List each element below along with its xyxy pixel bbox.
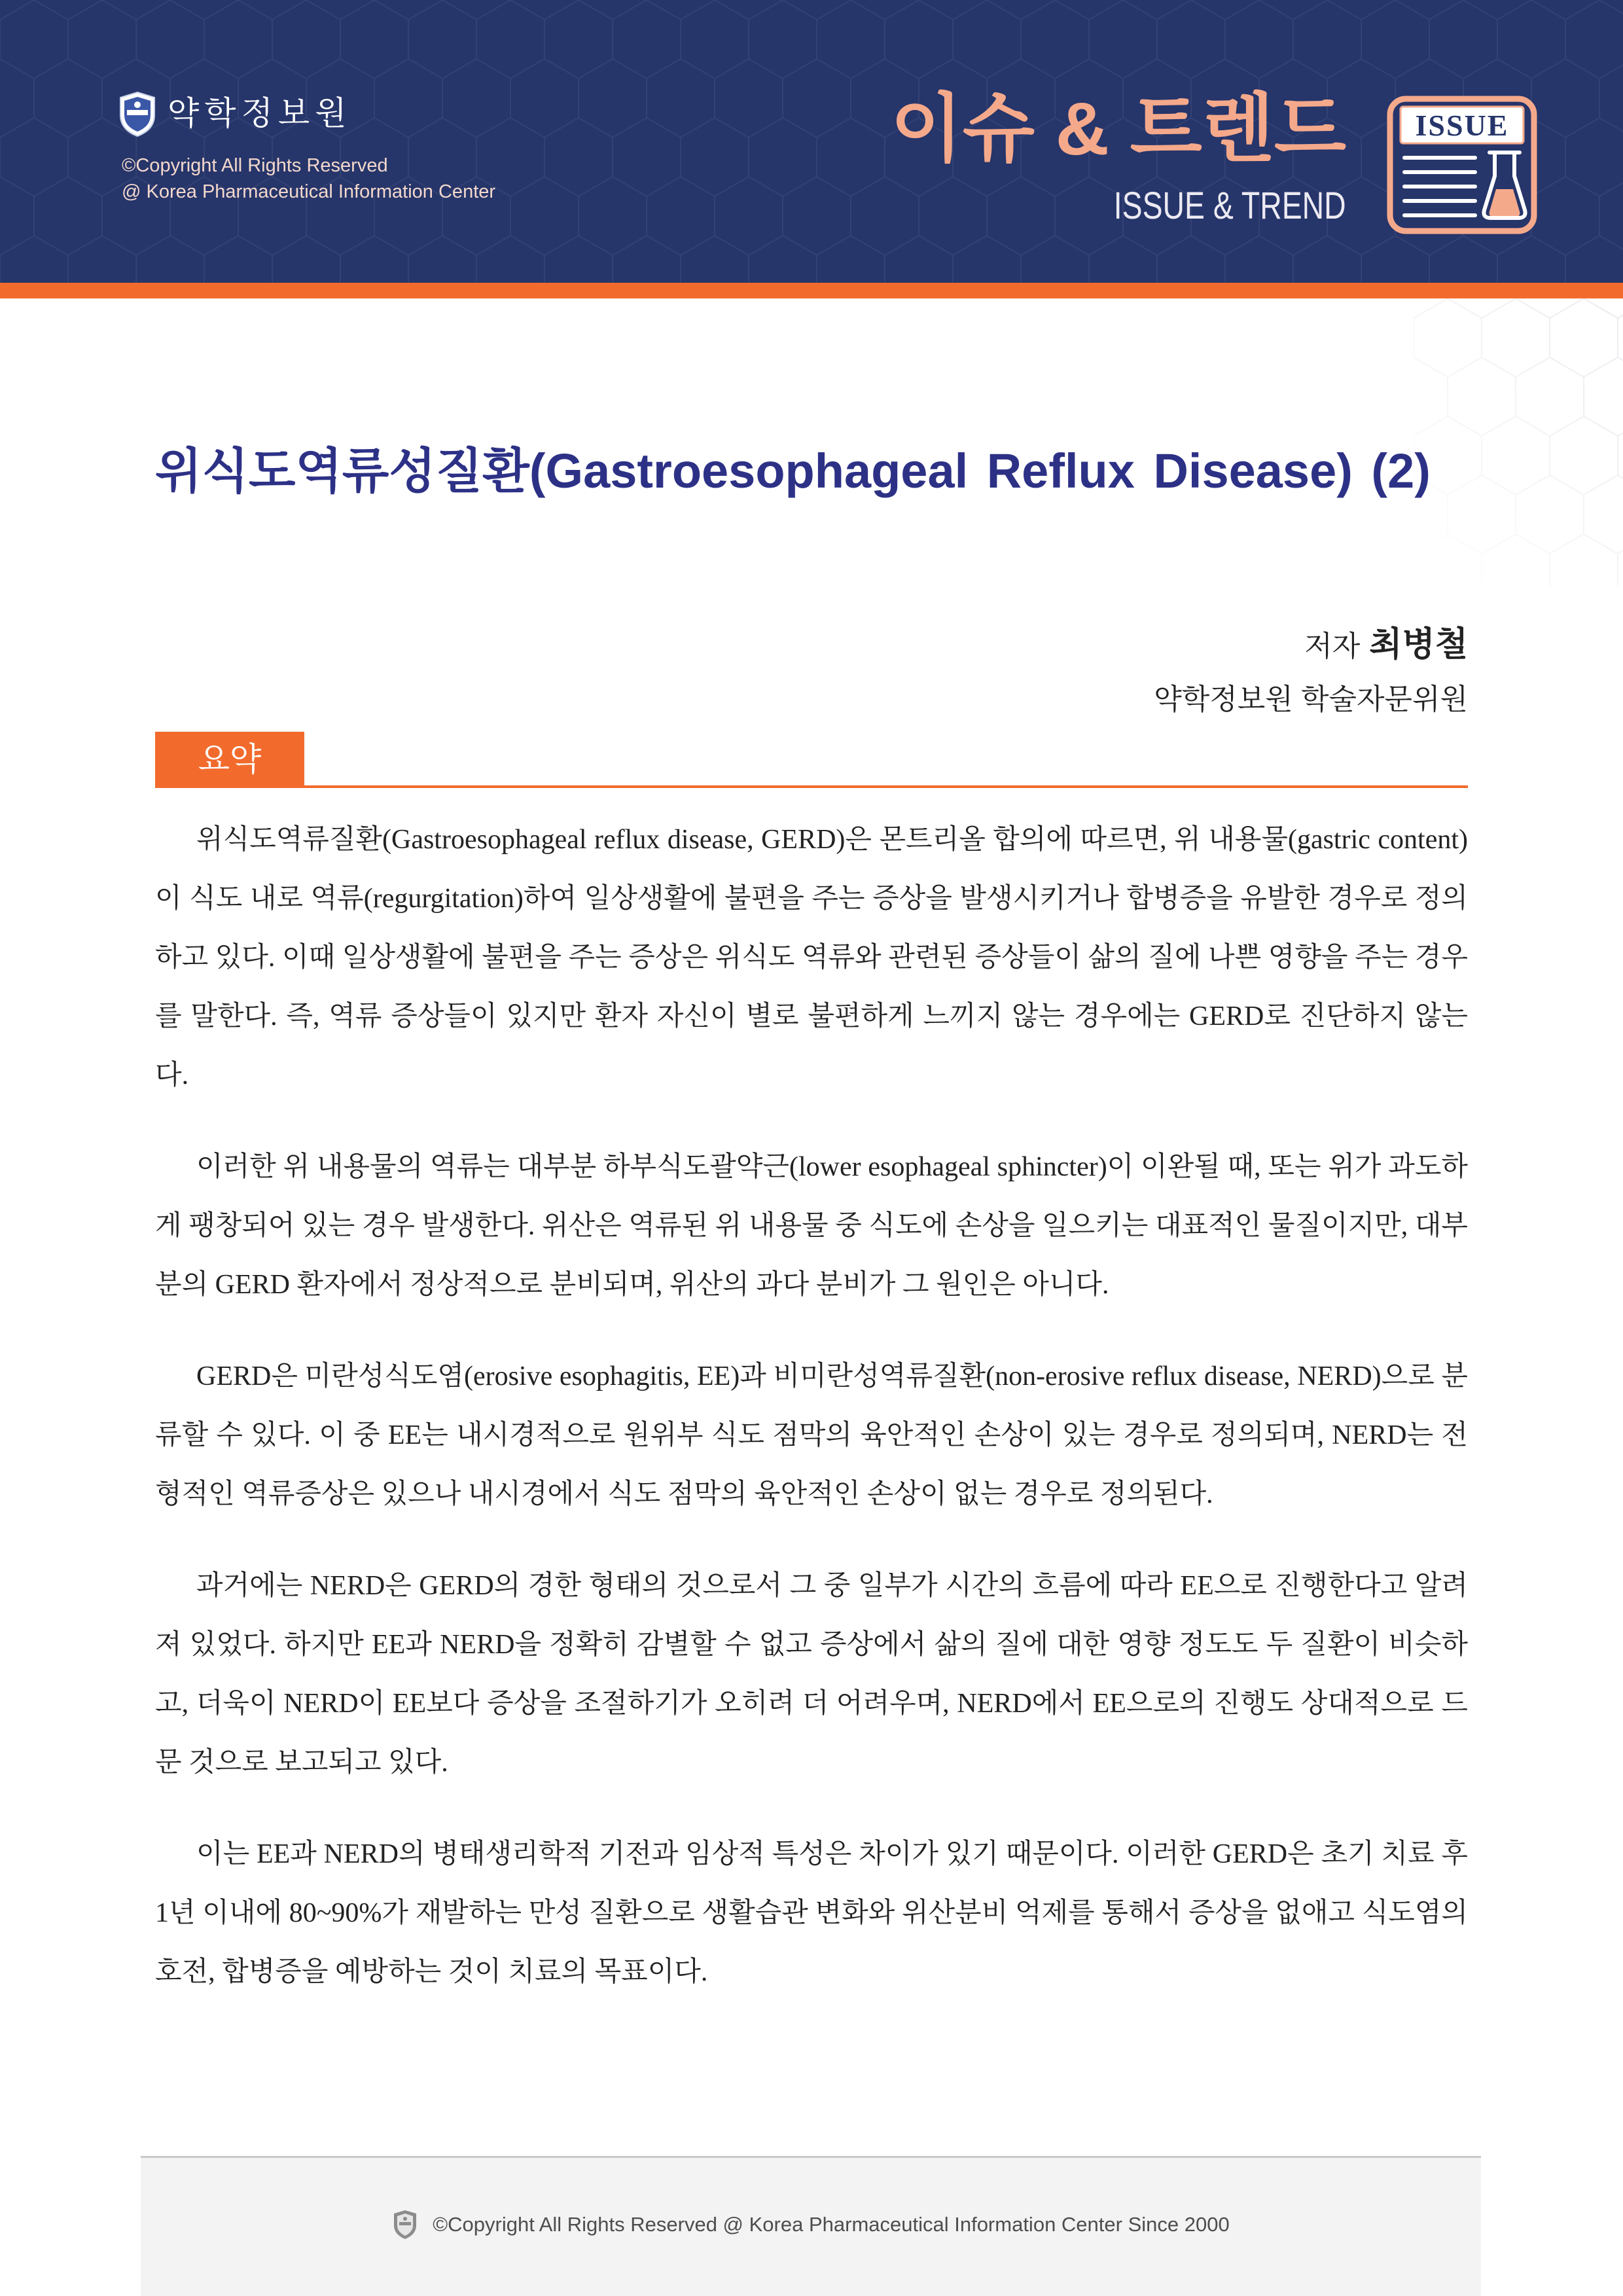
summary-paragraph: 위식도역류질환(Gastroesophageal reflux disease, GERD)은 몬트리올 합의에 따르면, 위 내용물(gastric content)이 식도 내로 역류(regurgitation)하여 일상생활에 불편을 주는 증상을 발생시키거나 합병증을 유발한 경우로 정의하고 있다. 이때 일상생활에 불편을 주는 증상은 위식도 역류와 관련된 증상들이 삶의 질에 나쁜 영향을 주는 경우를 말한다. 즉, 역류 증상들이 있지만 환자 자신이 별로 불편하게 느끼지 않는 경우에는 GERD로 진단하지 않는다. bbox=[155, 825, 1468, 1090]
summary-paragraph: 이러한 위 내용물의 역류는 대부분 하부식도괄약근(lower esophageal sphincter)이 이완될 때, 또는 위가 과도하게 팽창되어 있는 경우 발생한다. 위산은 역류된 위 내용물 중 식도에 손상을 일으키는 대표적인 물질이지만, 대부분의 GERD 환자에서 정상적으로 분비되며, 위산의 과다 분비가 그 원인은 아니다. bbox=[155, 1152, 1468, 1300]
series-title-english: ISSUE & TREND bbox=[1114, 185, 1346, 227]
author-label: 저자 bbox=[1304, 630, 1361, 662]
summary-paragraph: 이는 EE과 NERD의 병태생리학적 기전과 임상적 특성은 차이가 있기 때문이다. 이러한 GERD은 초기 치료 후 1년 이내에 80~90%가 재발하는 만성 질환으로 생활습관 변화와 위산분비 억제를 통해서 증상을 없애고 식도염의 호전, 합병증을 예방하는 것이 치료의 목표이다. bbox=[155, 1839, 1468, 1987]
footer-copyright: ©Copyright All Rights Reserved @ Korea Pharmaceutical Information Center Since 2000 bbox=[433, 2212, 1230, 2236]
article-title: 위식도역류성질환(Gastroesophageal Reflux Disease) (2) bbox=[155, 444, 1431, 498]
summary-paragraph: 과거에는 NERD은 GERD의 경한 형태의 것으로서 그 중 일부가 시간의 흐름에 따라 EE으로 진행한다고 알려져 있었다. 하지만 EE과 NERD을 정확히 감별할 수 없고 증상에서 삶의 질에 대한 영향 정도도 두 질환이 비슷하고, 더욱이 NERD이 EE보다 증상을 조절하기가 오히려 더 어려우며, NERD에서 EE으로의 진행도 상대적으로 드문 것으로 보고되고 있다. bbox=[155, 1571, 1468, 1778]
kpic-logo-icon bbox=[118, 90, 157, 137]
organization-name: 약학정보원 bbox=[168, 95, 352, 132]
author-line bbox=[1304, 622, 1468, 668]
author-affiliation: 약학정보원 학술자문위원 bbox=[1154, 683, 1468, 715]
page-footer bbox=[141, 2156, 1481, 2296]
kpic-emblem-icon bbox=[392, 2209, 418, 2240]
header-organization-full-name: @ Korea Pharmaceutical Information Center bbox=[122, 181, 496, 202]
summary-body bbox=[155, 810, 1468, 2001]
page-header bbox=[0, 0, 1623, 283]
badge-label: ISSUE bbox=[1415, 109, 1509, 142]
header-accent-stripe bbox=[0, 283, 1623, 298]
author-name: 최병철 bbox=[1369, 626, 1468, 664]
side-hex-pattern bbox=[1414, 298, 1623, 586]
header-hex-pattern bbox=[0, 0, 1623, 283]
issue-badge-icon bbox=[1386, 95, 1538, 235]
summary-divider bbox=[155, 785, 1468, 788]
summary-paragraph: GERD은 미란성식도염(erosive esophagitis, EE)과 비미란성역류질환(non-erosive reflux disease, NERD)으로 분류할 수 있다. 이 중 EE는 내시경적으로 원위부 식도 점막의 육안적인 손상이 있는 경우로 정의되며, NERD는 전형적인 역류증상은 있으나 내시경에서 식도 점막의 육안적인 손상이 없는 경우로 정의된다. bbox=[155, 1361, 1468, 1509]
summary-section-label: 요약 bbox=[155, 732, 304, 787]
header-copyright: ©Copyright All Rights Reserved bbox=[122, 155, 388, 176]
series-title-korean: 이슈 & 트렌드 bbox=[890, 88, 1346, 171]
